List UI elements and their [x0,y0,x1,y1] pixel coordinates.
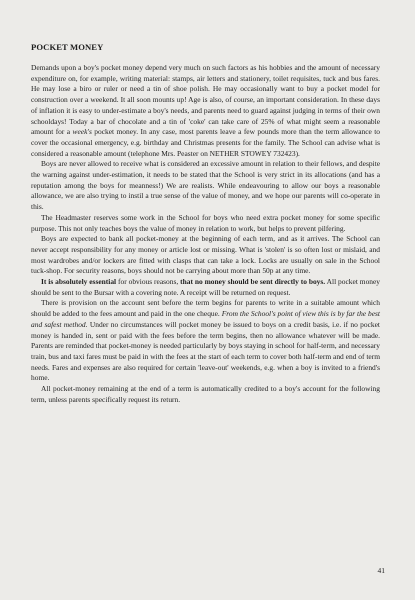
paragraph-allocations: Boys are never allowed to receive what is considered an excessive amount in relation to their fellows, and despite the warning against under-estimation, it needs to be stated that the School is very strict in its allocations (and has a reputation among the boys for meanness!) We are realists. While endeavouring to allow our boys a reasonable allowance, we are also trying to instil a true sense of the value of money, and we hope our parents will co-operate in this. [31,159,380,212]
paragraph-banking: Boys are expected to bank all pocket-money at the beginning of each term, and as it arrives. The School can never accept responsibility for any money or article lost or missing. What is 'stolen' is so often lost or mislaid, and most wardrobes and/or lockers are fitted with clasps that can take a lock. Locks are usually on sale in the School tuck-shop. For security reasons, boys should not be carrying about more than 50p at any time. [31,234,380,276]
paragraph-hobbies: Demands upon a boy's pocket money depend very much on such factors as his hobbies and the amount of necessary expenditure on, for example, writing material: stamps, air letters and stationery, toilet requisites, tuck and bus fares. He may lose a biro or ruler or need a tin of shoe polish. He may occasionally want to buy a pocket model for construction over a weekend. It all soon mounts up! Age is also, of course, an important consideration. In these days of inflation it is easy to under-estimate a boy's needs, and parents need to guard against judging in terms of their own schooldays! Today a bar of chocolate and a tin of 'coke' can take care of 25% of what might seem a reasonable amount for a week's pocket money. In any case, most parents leave a few pounds more than the term allowance to cover the occasional emergency, e.g. birthday and Christmas presents for the family. The School can advise what is considered a reasonable amount (telephone Mrs. Peaster on NETHER STOWEY 732423). [31,63,381,158]
emphasis-essential: It is absolutely essential [41,277,117,287]
emphasis-best-method: From the School's point of view this is by far the best and safest method. [31,309,381,329]
emphasis-no-money: that no money should be sent directly to boys. [180,277,326,287]
paragraph-essential: It is absolutely essential for obvious reasons, that no money should be sent directly to boys. All pocket money should be sent to the Bursar with a covering note. A receipt will be returned on request. [31,277,381,297]
page-number: 41 [377,566,385,575]
emphasis-week: week's [72,127,92,137]
paragraph-provision: There is provision on the account sent before the term begins for parents to write in a suitable amount which should be added to the fees amount and paid in the one cheque. From the School's point of view this is by far the best and safest method. Under no circumstances will pocket money be issued to boys on a credit basis, i.e. if no pocket money is handed in, sent or paid with the fees before the term begins, then no allowance whatever will be made. Parents are reminded that pocket-money is needed particularly by boys staying in school for half-term, and necessary train, bus and taxi fares must be paid in with the fees at the start of each term to cover both half-term and end of term needs. Fares and expenses are also required for certain 'leave-out' weekends, e.g. when a boy is invited to a friend's home. [31,298,381,383]
paragraph-remaining: All pocket-money remaining at the end of a term is automatically credited to a boy's account for the following term, unless parents specifically request its return. [31,384,380,404]
paragraph-work: The Headmaster reserves some work in the School for boys who need extra pocket money for some specific purpose. This not only teaches boys the value of money in relation to work, but helps to prevent pilfering. [31,212,380,233]
article-body [31,42,380,406]
section-title: POCKET MONEY [31,42,104,52]
